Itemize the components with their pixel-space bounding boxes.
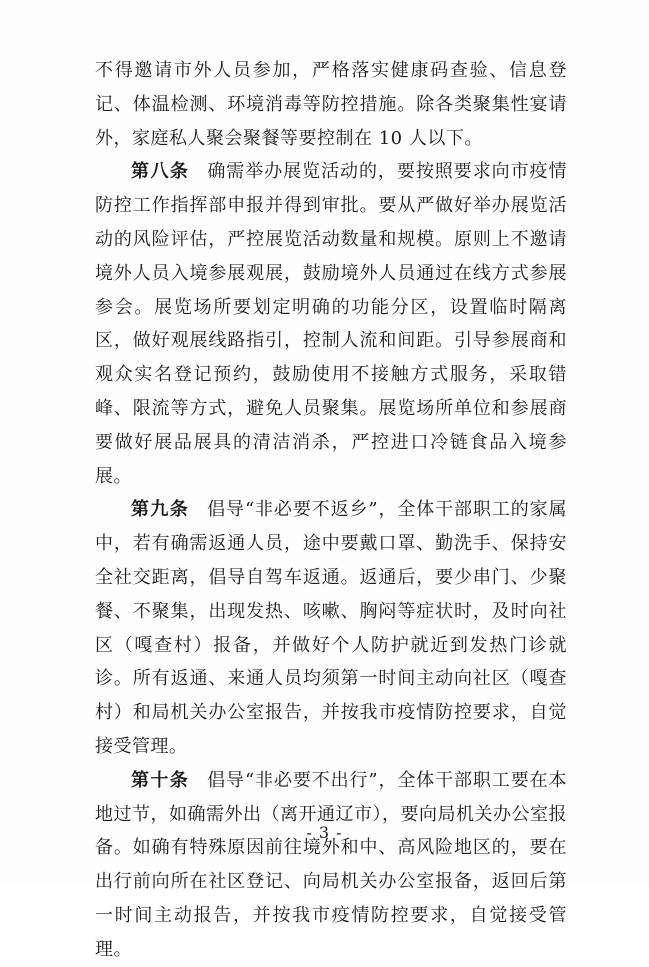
- article-9: [95, 493, 567, 763]
- article-9-heading: 第九条: [131, 499, 190, 521]
- page-number: - 3 -: [306, 823, 343, 842]
- article-8-text: 确需举办展览活动的，要按照要求向市疫情防控工作指挥部申报并得到审批。要从严做好举办展览活动的风险评估，严控展览活动数量和规模。原则上不邀请境外人员入境参展观展，鼓励境外人员通过在线方式参展参会。展览场所要划定明确的功能分区，设置临时隔离区，做好观展线路指引，控制人流和间距。引导参展商和观众实名登记预约，鼓励使用不接触方式服务，采取错峰、限流等方式，避免人员聚集。展览场所单位和参展商要做好展品展具的清洁消杀，严控进口冷链食品入境参展。: [95, 161, 568, 487]
- article-8: [95, 155, 567, 493]
- paragraph-text: 不得邀请市外人员参加，严格落实健康码查验、信息登记、体温检测、环境消毒等防控措施。除各类聚集性宴请外，家庭私人聚会聚餐等要控制在 10 人以下。: [95, 60, 567, 149]
- article-8-heading: 第八条: [131, 161, 190, 183]
- article-10-text: 倡导“非必要不出行”，全体干部职工要在本地过节，如确需外出（离开通辽市），要向局机关办公室报备。如确有特殊原因前往境外和中、高风险地区的，要在出行前向所在社区登记、向局机关办公室报备，返回后第一时间主动报告，并按我市疫情防控要求，自觉接受管理。: [95, 769, 567, 960]
- article-10-heading: 第十条: [131, 769, 190, 791]
- paragraph-continuation: [95, 54, 567, 155]
- article-9-text: 倡导“非必要不返乡”，全体干部职工的家属中，若有确需返通人员，途中要戴口罩、勤洗手、保持安全社交距离，倡导自驾车返通。返通后，要少串门、少聚餐、不聚集，出现发热、咳嗽、胸闷等症状时，及时向社区（嘎查村）报备，并做好个人防护就近到发热门诊就诊。所有返通、来通人员均须第一时间主动向社区（嘎查村）和局机关办公室报告，并按我市疫情防控要求，自觉接受管理。: [95, 499, 567, 757]
- article-10: [95, 764, 567, 967]
